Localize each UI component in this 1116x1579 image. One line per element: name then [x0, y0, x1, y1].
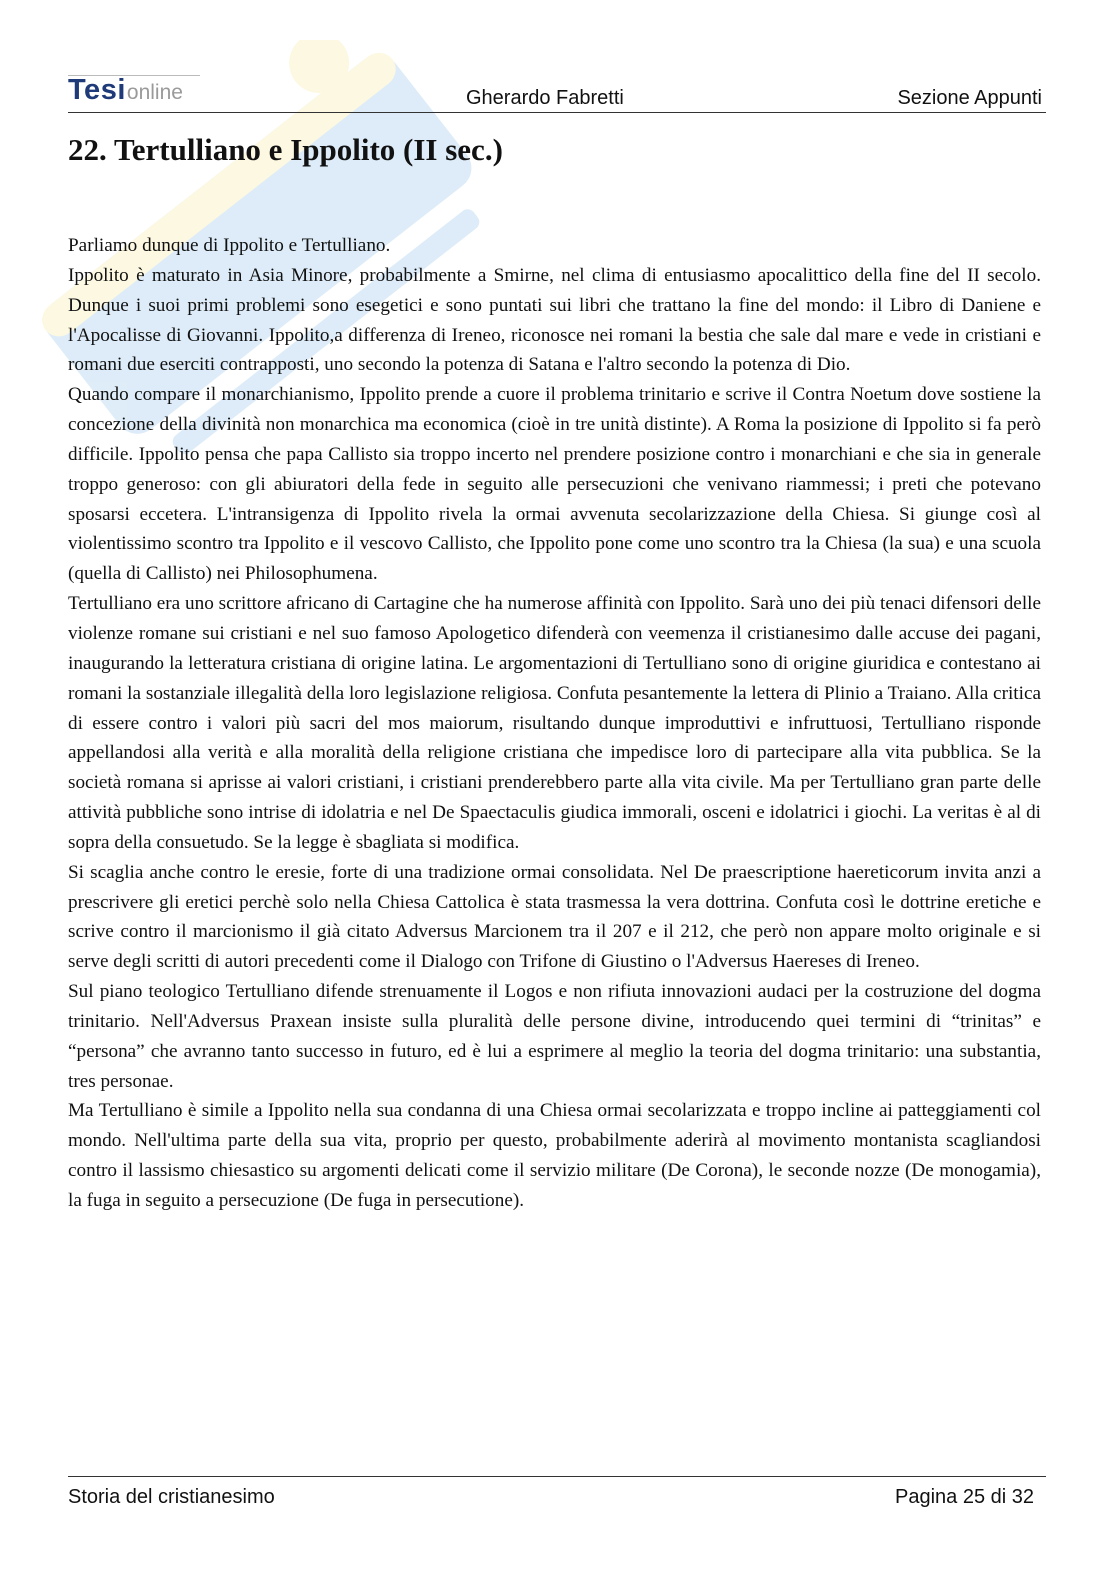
paragraph: Parliamo dunque di Ippolito e Tertulliano. — [68, 235, 391, 256]
logo-sub: online — [126, 81, 183, 104]
paragraph: Ma Tertulliano è simile a Ippolito nella sua condanna di una Chiesa ormai secolarizzata e troppo incline ai patteggiamenti col mondo. Nell'ultima parte della sua vita, proprio per questo, probabilmente aderirà al movimento montanista scagliandosi contro il lassismo chiesastico su argomenti delicati come il servizio militare (De Corona), le seconde nozze (De monogamia), la fuga in seguito a persecuzione (De fuga in persecutione). — [68, 1100, 1041, 1211]
header-author: Gherardo Fabretti — [466, 87, 624, 109]
footer-page-number: Pagina 25 di 32 — [894, 1486, 1034, 1508]
paragraph: Tertulliano era uno scrittore africano di Cartagine che ha numerose affinità con Ippolito. Sarà uno dei più tenaci difensori delle violenze romane sui cristiani e nel suo famoso Apologetico difenderà con veemenza il cristianesimo dalle accuse dei pagani, inaugurando la letteratura cristiana di origine latina. Le argomentazioni di Tertulliano sono di origine giuridica e contestano ai romani la sostanziale illegalità della loro legislazione religiosa. Confuta pesantemente la lettera di Plinio a Traiano. Alla critica di essere contro i valori più sacri del mos maiorum, risultando dunque improduttivi e infruttuosi, Tertulliano risponde appellandosi alla verità e alla moralità della religione cristiana che impedisce loro di partecipare alla vita pubblica. Se la società romana si aprisse ai valori cristiani, i cristiani prenderebbero parte alla vita civile. Ma per Tertulliano gran parte delle attività pubbliche sono intrise di idolatria e nel De Spaectaculis giudica immorali, osceni e idolatrici i giochi. La veritas è al di sopra della consuetudo. Se la legge è sbagliata si modifica. — [68, 593, 1041, 853]
page-header — [68, 72, 1046, 113]
paragraph: Ippolito è maturato in Asia Minore, probabilmente a Smirne, nel clima di entusiasmo apocalittico della fine del II secolo. Dunque i suoi primi problemi sono esegetici e sono puntati sui libri che trattano la fine del mondo: il Libro di Daniene e l'Apocalisse di Giovanni. Ippolito,a differenza di Ireneo, riconosce nei romani la bestia che sale dal mare e vede in cristiani e romani due eserciti contrapposti, uno secondo la potenza di Satana e l'altro secondo la potenza di Dio. — [68, 264, 1041, 376]
paragraph: Quando compare il monarchianismo, Ippolito prende a cuore il problema trinitario e scrive il Contra Noetum dove sostiene la concezione della divinità non monarchica ma economica (cioè in tre unità distinte). A Roma la posizione di Ippolito si fa però difficile. Ippolito pensa che papa Callisto sia troppo incerto nel prendere posizione contro i monarchiani e che sia in generale troppo generoso: con gli abiuratori della fede in seguito alle persecuzioni che venivano riammessi; i preti che potevano sposarsi eccetera. L'intransigenza di Ippolito rivela la ormai avvenuta secolarizzazione della Chiesa. Si giunge così al violentissimo scontro tra Ippolito e il vescovo Callisto, che Ippolito pone come uno scontro tra la Chiesa (la sua) e una scuola (quella di Callisto) nei Philosophumena. — [68, 384, 1041, 585]
page-footer — [68, 1476, 1046, 1517]
logo-main: Tesi — [68, 74, 126, 106]
paragraph: Sul piano teologico Tertulliano difende strenuamente il Logos e non rifiuta innovazioni audaci per la costruzione del dogma trinitario. Nell'Adversus Praxean insiste sulla pluralità delle persone divine, introducendo quei termini di “trinitas” e “persona” che avranno tanto successo in futuro, ed è lui a esprimere al meglio la teoria del dogma trinitario: una substantia, tres personae. — [68, 981, 1041, 1092]
body-text — [68, 231, 1041, 1216]
paragraph: Si scaglia anche contro le eresie, forte di una tradizione ormai consolidata. Nel De praescriptione haereticorum invita anzi a prescrivere gli eretici perchè solo nella Chiesa Cattolica è stata trasmessa la vera dottrina. Confuta così le dottrine eretiche e scrive contro il marcionismo il già citato Adversus Marcionem tra il 207 e il 212, che però non appare molto originale e si serve degli scritti di autori precedenti come il Dialogo con Trifone di Giustino o l'Adversus Haereses di Ireneo. — [68, 861, 1041, 973]
tesionline-logo — [68, 74, 183, 107]
footer-course-title: Storia del cristianesimo — [68, 1486, 275, 1508]
chapter-title: 22. Tertulliano e Ippolito (II sec.) — [68, 132, 503, 167]
header-section: Sezione Appunti — [897, 87, 1042, 109]
